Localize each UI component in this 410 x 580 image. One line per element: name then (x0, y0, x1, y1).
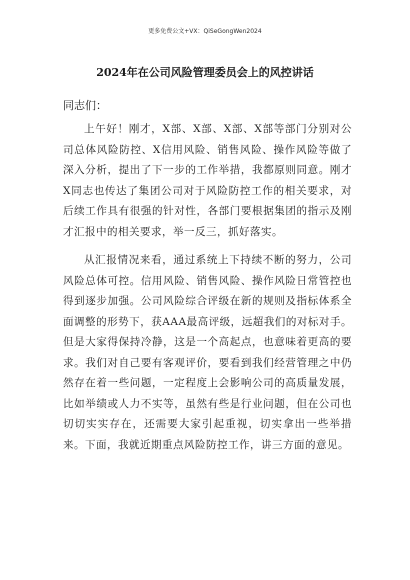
body-paragraph-2: 从汇报情况来看，通过系统上下持续不断的努力，公司风险总体可控。信用风险、销售风险、操作风险日常管控也得到逐步加强。公司风险综合评级在新的规则及指标体系全面调整的形势下，获AAA最高评级，远超我们的对标对手。但是大家得保持冷静，这是一个高起点，也意味着更高的要求。我们对自己要有客观评价，要看到我们经营管理之中仍然存在着一些问题，一定程度上会影响公司的高质量发展，比如举绩或人力不实等，虽然有些是行业问题，但在公司也切切实实存在，还需要大家引起重视，切实拿出一些举措来。下面，我就近期重点风险防控工作，讲三方面的意见。 (63, 254, 352, 451)
body-paragraph-1: 上午好！刚才，X部、X部、X部、X部等部门分别对公司总体风险防控、X信用风险、销售风险、操作风险等做了深入分析，提出了下一步的工作举措，我都原则同意。刚才X同志也传达了集团公司对于风险防控工作的相关要求，对后续工作具有很强的针对性，各部门要根据集团的指示及刚才汇报中的相关要求，举一反三，抓好落实。 (63, 123, 352, 238)
document-title: 2024年在公司风险管理委员会上的风控讲话 (96, 66, 314, 79)
header-note: 更多免费公文+VX：QiSeGongWen2024 (148, 28, 262, 35)
salutation: 同志们： (63, 99, 107, 112)
